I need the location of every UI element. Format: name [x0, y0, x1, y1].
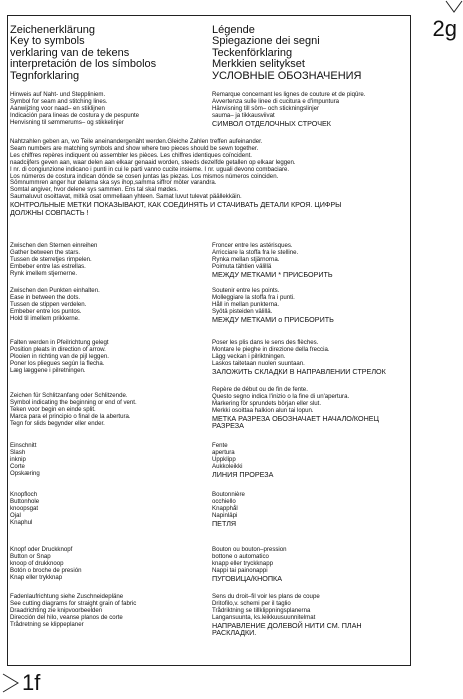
- page-label-bottom-left: 1f: [22, 670, 41, 695]
- text-line: Uppklipp: [212, 455, 236, 463]
- text-line: Einschnitt: [10, 442, 37, 449]
- text-line: Zwischen den Sternen einreihen: [10, 242, 98, 249]
- text-line: Poner los pliegues según la flecha.: [10, 359, 105, 367]
- text-line: Håll in mellan punkterna.: [212, 300, 280, 308]
- text-line: Plooien in richting van de pijl leggen.: [10, 352, 109, 360]
- text-line: Saumaluvut osoittavat, mitkä osat ommellaan yhteen. Samat luvut tulevat päällekkäin.: [10, 193, 242, 201]
- text-line: Indicación para lineas de costura y de pespunte: [10, 111, 140, 119]
- text-line: Hold til imellem prikkerne.: [10, 314, 80, 322]
- text-line: СИМВОЛ ОТДЕЛОЧНЫХ СТРОЧЕК: [212, 118, 331, 128]
- text-line: inknip: [10, 455, 26, 463]
- text-line: Nahtzahlen geben an, wo Teile aneinandergenäht werden.Gleiche Zahlen treffen aufeinander.: [10, 138, 263, 145]
- section-slash-right: [212, 443, 407, 478]
- text-line: КОНТРОЛЬНЫЕ МЕТКИ ПОКАЗЫВАЮТ, КАК СОЕДИНЯТЬ И СТАЧИВАТЬ ДЕТАЛИ КРОЯ. ЦИФРЫ: [10, 200, 342, 210]
- text-line: Hinweis auf Naht- und Steppliniem.: [10, 91, 106, 98]
- text-line: Laskos taitetaan nuolen suuntaan.: [212, 359, 305, 367]
- text-line: Tegn for slids begynder eller ender.: [10, 419, 105, 427]
- section-pleats-left: [10, 340, 205, 375]
- intro-right: [212, 92, 407, 127]
- text-line: Knopfloch: [10, 491, 38, 498]
- text-line: Fadenlaufrichtung siehe Zuschneidepläne: [10, 593, 124, 600]
- text-line: РАСКЛАДКИ.: [212, 628, 257, 638]
- text-line: Position pleats in direction of arrow.: [10, 345, 106, 353]
- text-line: Tussen de sterretjes rimpelen.: [10, 255, 92, 263]
- text-line: Seam numbers are matching symbols and show where two pieces should be sewn together.: [10, 144, 259, 152]
- text-line: Questo segno indica l'inizio o la fine di un'apertura.: [212, 392, 350, 400]
- text-line: Draadrichting zie knipvoorbeelden: [10, 606, 103, 614]
- text-line: Botón o broche de presión: [10, 566, 82, 574]
- text-line: МЕЖДУ МЕТКАМИ * ПРИСБОРИТЬ: [212, 269, 333, 279]
- header-line: verklaring van de tekens: [10, 46, 130, 59]
- text-line: Symbol indicating the beginning or end of vent.: [10, 398, 137, 406]
- section-ease-left: [10, 288, 205, 323]
- section-grain-left: [10, 594, 205, 629]
- text-line: Fente: [212, 442, 228, 449]
- section-buttonhole-left: [10, 492, 205, 527]
- text-line: Zwischen den Punkten einhalten.: [10, 287, 100, 294]
- text-line: Teken voor begin en einde split.: [10, 405, 96, 413]
- text-line: Montare le pieghe in direzione della freccia.: [212, 345, 330, 353]
- section-grain-right: [212, 594, 407, 637]
- text-line: Poser les plis dans le sens des flèches.: [212, 339, 319, 346]
- section-button-left: [10, 547, 205, 582]
- text-line: Slash: [10, 448, 26, 456]
- header-line: Merkkien selitykset: [212, 58, 305, 71]
- seam-numbers-note: [10, 139, 410, 216]
- text-line: ЛИНИЯ ПРОРЕЗА: [212, 469, 274, 479]
- intro-left: [10, 92, 205, 127]
- corner-chevron-icon: [445, 0, 463, 14]
- text-line: Repère de début ou de fin de fente.: [212, 386, 308, 393]
- text-line: Knaphul: [10, 518, 33, 526]
- text-line: Ojal: [10, 511, 21, 519]
- text-line: Rynk imellem stjernerne.: [10, 269, 78, 277]
- text-line: МЕЖДУ МЕТКАМИ о ПРИСБОРИТЬ: [212, 314, 334, 324]
- text-line: Sömnummren anger hur delarna ska sys ihop,samma siffror möter varandra.: [10, 179, 217, 187]
- text-line: knoop of drukknoop: [10, 559, 64, 567]
- text-line: ПЕТЛЯ: [212, 518, 237, 528]
- text-line: Somtal angiver, hvor delene sys sammen. Ens tal skal mødes.: [10, 186, 178, 194]
- text-line: РАЗРЕЗА: [212, 421, 244, 431]
- text-line: naadcijfers geven aan, waar delen aan elkaar genaaid worden, steeds dezelfde getallen op elkaar leggen.: [10, 158, 296, 166]
- text-line: НАПРАВЛЕНИЕ ДОЛЕВОЙ НИТИ СМ. ПЛАН: [212, 620, 362, 630]
- page-label-top-right: 2g: [432, 16, 457, 41]
- text-line: See cutting diagrams for straight grain of fabric: [10, 599, 137, 607]
- text-line: Remarque concernant les lignes de couture et de piqûre.: [212, 91, 366, 98]
- text-line: knoopsgat: [10, 504, 39, 512]
- text-line: Dirección del hilo, veanse planos de corte: [10, 613, 123, 621]
- text-line: Hänvisning till söm– och stickningslinjer: [212, 104, 320, 112]
- text-line: Nappi tai painonappi: [212, 566, 268, 574]
- header-line: interpretación de los símbolos: [10, 58, 157, 71]
- text-line: I nr. di congiunzione indicano i punti in cui le parti vanno cucite insieme. I nr. uguali devono combaciare.: [10, 165, 290, 173]
- text-line: Tussen de stippen verdelen.: [10, 300, 87, 308]
- text-line: Læg læggene i pilretningen.: [10, 366, 86, 374]
- text-line: apertura: [212, 448, 235, 456]
- text-line: bottone o automatico: [212, 552, 269, 560]
- text-line: Poimuta tähtien välillä: [212, 262, 272, 270]
- text-line: Sens du droit–fil voir les plans de coupe: [212, 593, 320, 600]
- text-line: Froncer entre les astérisques.: [212, 242, 293, 249]
- text-line: sauma– ja tikkausviivat: [212, 111, 275, 119]
- text-line: Napinläpi: [212, 511, 238, 519]
- header-line: Légende: [212, 24, 255, 36]
- section-vent-right: [212, 387, 407, 430]
- text-line: Knopf oder Druckknopf: [10, 546, 73, 553]
- text-line: Buttonhole: [10, 497, 40, 505]
- text-line: ДОЛЖНЫ СОВПАСТЬ !: [10, 207, 89, 217]
- text-line: Trådretning se klippeplaner: [10, 620, 84, 628]
- text-line: occhiello: [212, 497, 236, 505]
- section-slash-left: [10, 443, 205, 478]
- section-buttonhole-right: [212, 492, 407, 527]
- text-line: Henvisning til sømmerums– og stikkelinjer: [10, 118, 124, 126]
- text-line: Falten werden in Pfeilrichtung gelegt: [10, 339, 109, 346]
- text-line: Bouton ou bouton–pression: [212, 546, 287, 553]
- section-gather-right: [212, 243, 407, 278]
- header-right: [212, 25, 407, 82]
- text-line: Lägg veckan i pilriktningen.: [212, 352, 286, 360]
- header-line: Key to symbols: [10, 35, 85, 48]
- text-line: Symbol for seam and stitching lines.: [10, 97, 108, 105]
- text-line: Dritofilo,v. schemi per il taglio: [212, 599, 291, 607]
- text-line: Embeber entre las estrellas.: [10, 262, 86, 270]
- header-left: [10, 25, 205, 82]
- text-line: Corte: [10, 462, 25, 470]
- section-ease-right: [212, 288, 407, 323]
- text-line: Soutenir entre les points.: [212, 287, 280, 294]
- text-line: Syötä pisteiden välillä.: [212, 307, 273, 315]
- header-line: УСЛОВНЫЕ ОБОЗНАЧЕНИЯ: [212, 69, 362, 82]
- text-line: Rynka mellan stjärnorna.: [212, 255, 280, 263]
- text-line: Markering för sprundets början eller slut.: [212, 399, 322, 407]
- text-line: Button or Snap: [10, 552, 51, 560]
- text-line: Knap eller trykknap: [10, 573, 63, 581]
- text-line: Aukkoleikki: [212, 462, 243, 470]
- text-line: Trådriktning se tillklippningsplanerna: [212, 606, 311, 614]
- text-line: Los números de costura indican dónde se cosen juntas las piezas. Los mismos números coinciden.: [10, 172, 279, 180]
- text-line: Embeber entre los puntos.: [10, 307, 82, 315]
- text-line: МЕТКА РАЗРЕЗА ОБОЗНАЧАЕТ НАЧАЛО/КОНЕЦ: [212, 413, 379, 423]
- text-line: Ease in between the dots.: [10, 293, 81, 301]
- header-line: Spiegazione dei segni: [212, 35, 320, 48]
- section-button-right: [212, 547, 407, 582]
- text-line: Opskæring: [10, 469, 40, 477]
- header-line: Teckenförklaring: [212, 46, 293, 59]
- text-line: knapp eller tryckknapp: [212, 559, 273, 567]
- text-line: ЗАЛОЖИТЬ СКЛАДКИ В НАПРАВЛЕНИИ СТРЕЛОК: [212, 366, 386, 376]
- text-line: Les chiffres repères indiquent où assembler les pièces. Les chiffres identiques coïncident.: [10, 151, 252, 159]
- text-line: Langansuunta, ks.leikkuusuunnitelmat: [212, 613, 316, 621]
- text-line: Aanwijzing voor naad– en stiklijnen: [10, 104, 105, 112]
- text-line: Gather between the stars.: [10, 248, 81, 256]
- text-line: Arricciare la stoffa fra le stelline.: [212, 248, 299, 256]
- text-line: Molleggiare la stoffa fra i punti.: [212, 293, 295, 301]
- header-line: Zeichenerklärung: [10, 24, 95, 36]
- text-line: Merkki osoittaa halkion alun tai lopun.: [212, 406, 314, 414]
- section-pleats-right: [212, 340, 407, 375]
- section-gather-left: [10, 243, 205, 278]
- text-line: Knapphål: [212, 504, 238, 512]
- arrow-right-icon: [2, 672, 20, 694]
- text-line: ПУГОВИЦА/КНОПКА: [212, 573, 282, 583]
- text-line: Zeichen für Schlitzanfang oder Schlitzende.: [10, 392, 128, 399]
- text-line: Avvertenza sulle linee di cucitura e d'impuntura: [212, 97, 340, 105]
- text-line: Boutonnière: [212, 491, 245, 498]
- text-line: Marca para el principio o final de la abertura.: [10, 412, 131, 420]
- header-line: Tegnforklaring: [10, 69, 80, 82]
- section-vent-left: [10, 393, 205, 428]
